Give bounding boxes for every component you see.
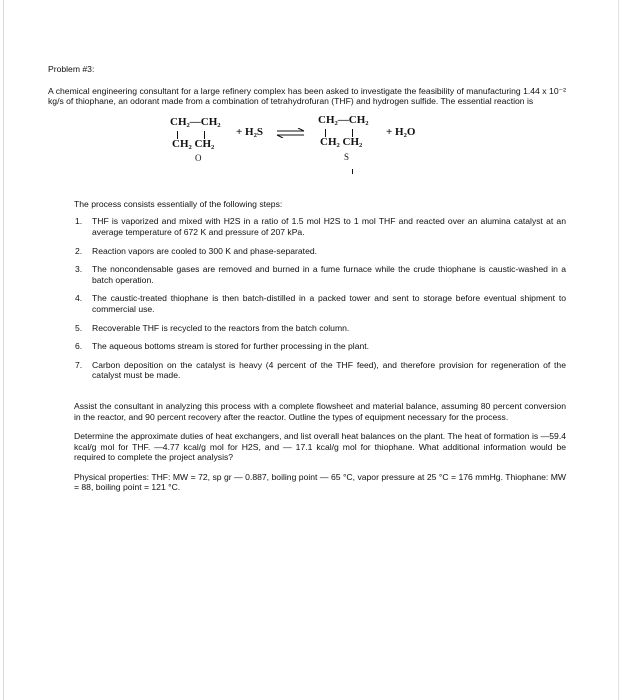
step-number: 1. [75,216,83,227]
assist-paragraph: Assist the consultant in analyzing this process with a complete flowsheet and material balance, assuming 80 percent conversion in the reactor, and 90 percent recovery after the reactor. Outline the types of equipment necessary for the process. [74,400,566,422]
step-number: 3. [75,264,83,275]
page-edge-left [3,0,4,700]
step-item [48,216,566,237]
scan-mark [352,169,353,174]
step-item [48,293,566,314]
reaction-equation [48,115,566,187]
plus-h2o: + H₂O [386,125,416,138]
step-number: 7. [75,359,83,370]
intro-paragraph: A chemical engineering consultant for a large refinery complex has been asked to investigate the feasibility of manufacturing 1.44 x 10⁻² kg/s of thiophane, an odorant made from a combination of tetrahydrofuran (THF) and hydrogen sulfide. The essential reaction is [48,85,566,107]
thiophane-bottom: CH₂ CH₂ [320,135,363,148]
plus-h2s: + H₂S [236,125,263,138]
thiophane-sulfur: S [344,151,350,162]
thf-bottom: CH₂ CH₂ [172,137,215,150]
physical-properties-paragraph: Physical properties: THF: MW = 72, sp gr — 0.887, boiling point — 65 °C, vapor pressure at 25 °C = 176 mmHg. Thiophane: MW = 88, boiling point = 121 °C. [74,471,566,493]
thiophane-top: CH₂—CH₂ [318,113,369,126]
step-text: THF is vaporized and mixed with H2S in a ratio of 1.5 mol H2S to 1 mol THF and reacted over an alumina catalyst at an average temperature of 672 K and pressure of 207 kPa. [92,216,566,237]
step-item [48,360,566,381]
problem-title: Problem #3: [48,64,95,74]
step-item [48,323,566,334]
step-text: The noncondensable gases are removed and burned in a fume furnace while the crude thiophane is caustic-washed in a batch operation. [92,264,566,285]
page-edge-right [618,0,619,700]
step-text: Carbon deposition on the catalyst is heavy (4 percent of the THF feed), and therefore provision for regeneration of the catalyst must be made. [92,359,566,381]
step-item [48,264,566,285]
step-number: 6. [75,341,83,352]
thf-oxygen: O [195,152,202,163]
thf-top: CH₂—CH₂ [170,115,221,128]
process-steps [48,216,566,381]
document-body [48,64,566,493]
step-number: 2. [75,245,83,256]
step-text: The aqueous bottoms stream is stored for further processing in the plant. [92,341,370,352]
equilibrium-arrow-icon [276,128,306,138]
determine-paragraph: Determine the approximate duties of heat exchangers, and list overall heat balances on the plant. The heat of formation is —59.4 kcal/g mol for THF. —4.77 kcal/g mol for H2S, and — 17.1 kcal/g mol for thiophane. What additional information would be required to complete the project analysis? [74,431,566,463]
step-number: 5. [75,322,83,333]
step-text: The caustic-treated thiophane is then batch-distilled in a packed tower and sent to storage before eventual shipment to commercial use. [92,293,566,314]
steps-intro: The process consists essentially of the following steps: [74,198,283,209]
step-text: Reaction vapors are cooled to 300 K and phase-separated. [92,245,318,256]
step-item [48,341,566,352]
step-item [48,246,566,257]
step-text: Recoverable THF is recycled to the reactors from the batch column. [92,322,350,333]
step-number: 4. [75,293,83,304]
